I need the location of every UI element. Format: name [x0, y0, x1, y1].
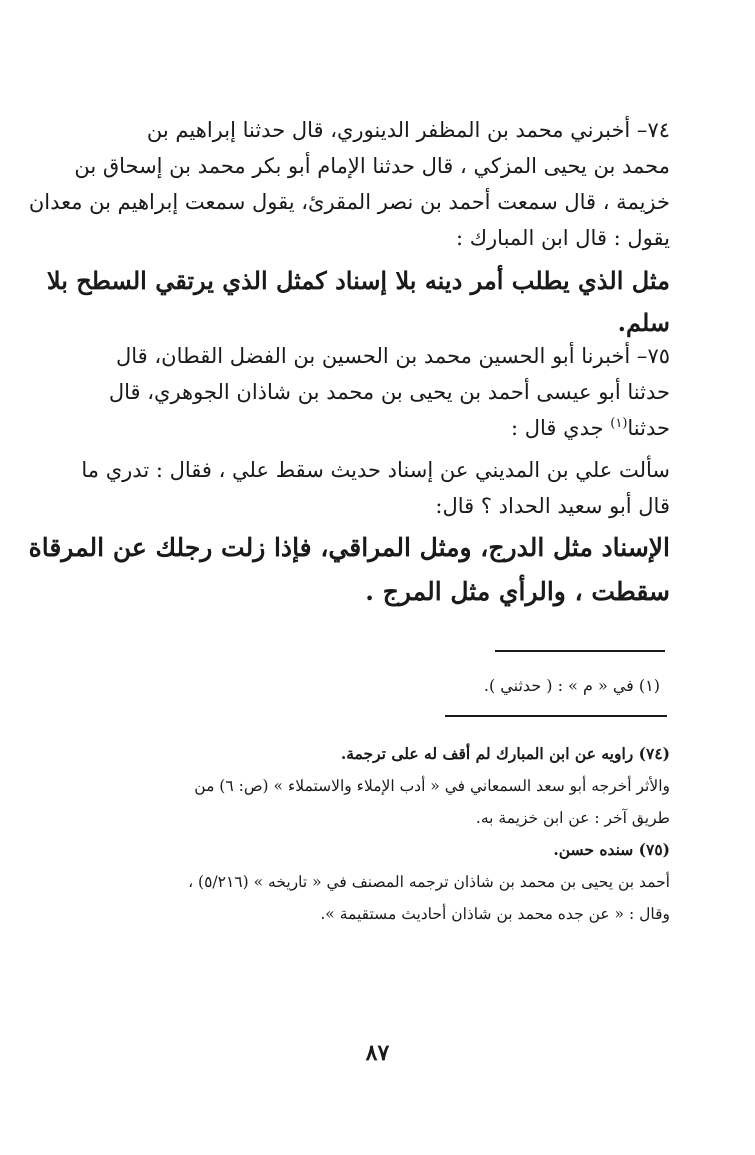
- note-line: وقال : « عن جده محمد بن شاذان أحاديث مستقيمة ».: [320, 905, 670, 923]
- text-line: قال أبو سعيد الحداد ؟ قال:: [435, 494, 670, 518]
- text-segment: حدثنا: [627, 416, 670, 440]
- note-74-heading: (٧٤) راويه عن ابن المبارك لم أقف له على ترجمة.: [340, 744, 670, 763]
- note-line: أحمد بن يحيى بن محمد بن شاذان ترجمه المصنف في « تاريخه » (٥/٢١٦) ،: [188, 873, 670, 891]
- quote-line: سلم.: [617, 308, 670, 337]
- text-line: ٧٤– أخبرني محمد بن المظفر الدينوري، قال حدثنا إبراهيم بن: [146, 118, 670, 142]
- text-segment: جدي قال :: [511, 416, 611, 440]
- commentary-notes: [90, 738, 670, 930]
- paragraph-74: [28, 112, 670, 256]
- text-line: سألت علي بن المديني عن إسناد حديث سقط علي ، فقال : تدري ما: [81, 458, 670, 482]
- text-line: ٧٥– أخبرنا أبو الحسين محمد بن الحسين بن الفضل القطان، قال: [116, 344, 670, 368]
- text-line: يقول : قال ابن المبارك :: [455, 226, 670, 250]
- note-line: والأثر أخرجه أبو سعد السمعاني في « أدب الإملاء والاستملاء » (ص: ٦) من: [194, 777, 670, 795]
- quote-line: سقطت ، والرأي مثل المرج .: [365, 577, 670, 606]
- note-75-heading: (٧٥) سنده حسن.: [553, 840, 670, 859]
- text-line: خزيمة ، قال سمعت أحمد بن نصر المقرئ، يقول سمعت إبراهيم بن معدان: [28, 190, 670, 214]
- paragraph-75: [95, 338, 670, 446]
- page-number: ٨٧: [365, 1040, 390, 1066]
- text-line: [95, 410, 670, 446]
- quote-line: مثل الذي يطلب أمر دينه بلا إسناد كمثل الذي يرتقي السطح بلا: [46, 266, 670, 295]
- paragraph-75-question: [81, 452, 670, 524]
- footnote: (١) في « م » : ( حدثني ).: [483, 676, 660, 695]
- notes-divider: [445, 715, 667, 717]
- quote-74: [46, 260, 670, 344]
- main-text: [28, 112, 670, 614]
- quote-line: الإسناد مثل الدرج، ومثل المراقي، فإذا زلت رجلك عن المرقاة: [28, 533, 670, 562]
- text-line: حدثنا أبو عيسى أحمد بن يحيى بن محمد بن شاذان الجوهري، قال: [108, 380, 670, 404]
- text-line: محمد بن يحيى المزكي ، قال حدثنا الإمام أبو بكر محمد بن إسحاق بن: [74, 154, 670, 178]
- quote-75: [28, 526, 670, 614]
- footnote-divider: [495, 650, 665, 652]
- note-line: طريق آخر : عن ابن خزيمة به.: [475, 809, 670, 827]
- footnote-marker: (١): [610, 416, 628, 431]
